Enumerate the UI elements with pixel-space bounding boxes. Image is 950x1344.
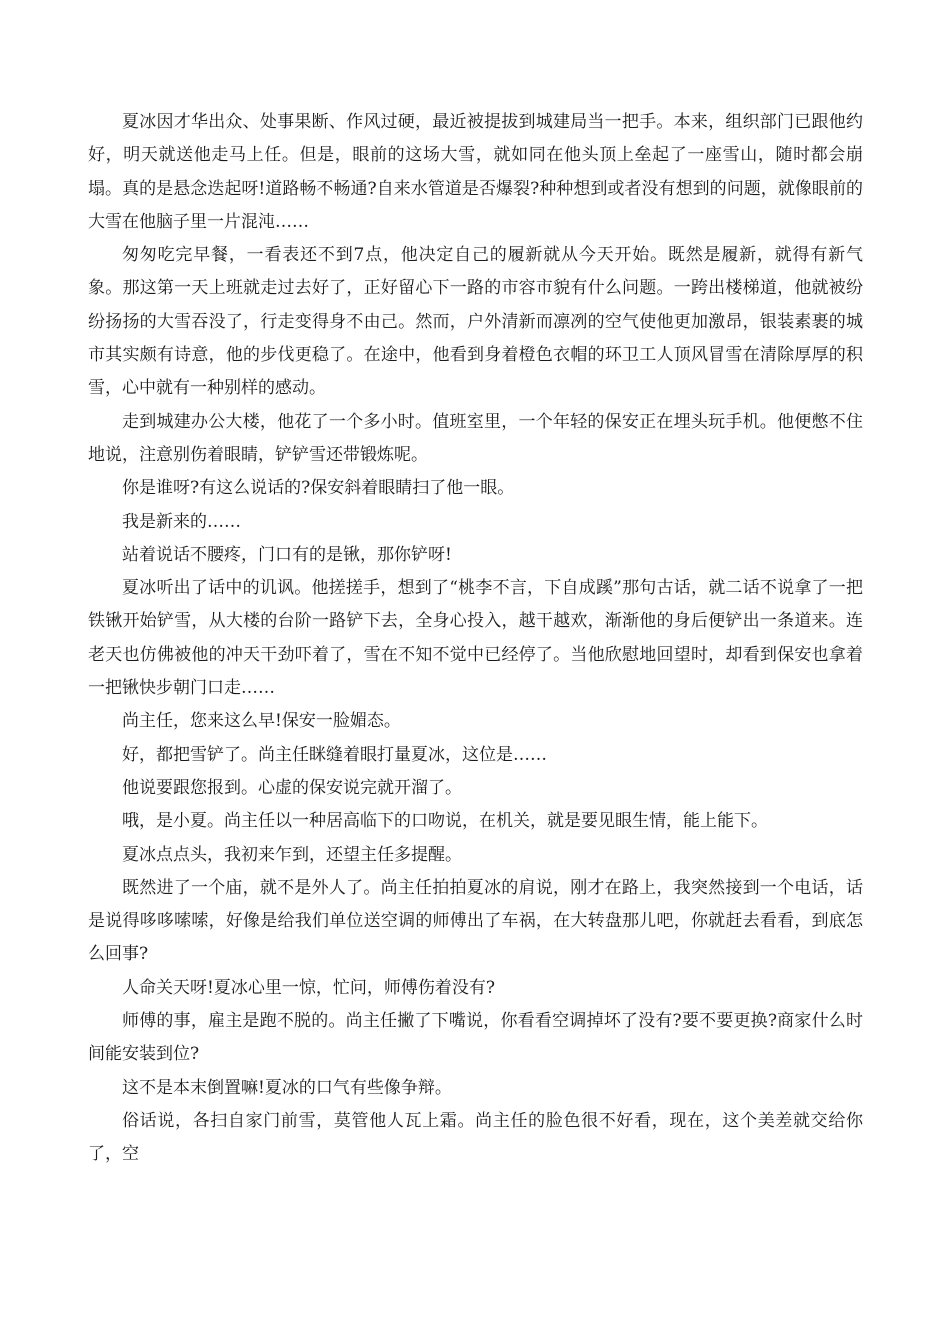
paragraph: 我是新来的…… [122, 511, 241, 532]
paragraph: 人命关天呀!夏冰心里一惊，忙问，师傅伤着没有? [122, 977, 495, 998]
paragraph: 尚主任，您来这么早!保安一脸媚态。 [122, 711, 401, 732]
paragraph: 你是谁呀?有这么说话的?保安斜着眼睛扫了他一眼。 [122, 478, 515, 499]
paragraph: 站着说话不腰疼，门口有的是锹，那你铲呀! [122, 544, 452, 565]
paragraph: 好，都把雪铲了。尚主任眯缝着眼打量夏冰，这位是…… [122, 744, 547, 765]
paragraph: 匆匆吃完早餐，一看表还不到7点，他决定自己的履新就从今天开始。既然是履新，就得有新气象。那这第一天上班就走过去好了，正好留心下一路的市容市貌有什么问题。一跨出楼梯道，他就被纷纷扬扬的大雪吞没了，行走变得身不由己。然而，户外清新而凛冽的空气使他更加激昂，银装素裹的城市其实颇有诗意，他的步伐更稳了。在途中，他看到身着橙色衣帽的环卫工人顶风冒雪在清除厚厚的积雪，心中就有一种别样的感动。 [88, 245, 863, 399]
paragraph: 师傅的事，雇主是跑不脱的。尚主任撇了下嘴说，你看看空调掉坏了没有?要不要更换?商家什么时间能安装到位? [88, 1011, 863, 1065]
paragraph: 哦，是小夏。尚主任以一种居高临下的口吻说，在机关，就是要见眼生情，能上能下。 [122, 811, 768, 832]
document-body [88, 106, 863, 1172]
paragraph: 夏冰点点头，我初来乍到，还望主任多提醒。 [122, 844, 462, 865]
paragraph: 既然进了一个庙，就不是外人了。尚主任拍拍夏冰的肩说，刚才在路上，我突然接到一个电话，话是说得哆哆嗦嗦，好像是给我们单位送空调的师傅出了车祸，在大转盘那儿吧，你就赶去看看，到底怎么回事? [88, 877, 863, 965]
paragraph: 夏冰听出了话中的讥讽。他搓搓手，想到了“桃李不言，下自成蹊”那句古话，就二话不说拿了一把铁锹开始铲雪，从大楼的台阶一路铲下去，全身心投入，越干越欢，渐渐他的身后便铲出一条道来。连老天也仿佛被他的冲天干劲吓着了，雪在不知不觉中已经停了。当他欣慰地回望时，却看到保安也拿着一把锹快步朝门口走…… [88, 578, 863, 699]
paragraph: 这不是本末倒置嘛!夏冰的口气有些像争辩。 [122, 1077, 452, 1098]
paragraph: 夏冰因才华出众、处事果断、作风过硬，最近被提拔到城建局当一把手。本来，组织部门已跟他约好，明天就送他走马上任。但是，眼前的这场大雪，就如同在他头顶上垒起了一座雪山，随时都会崩塌。真的是悬念迭起呀!道路畅不畅通?自来水管道是否爆裂?种种想到或者没有想到的问题，就像眼前的大雪在他脑子里一片混沌…… [88, 112, 863, 232]
paragraph: 俗话说，各扫自家门前雪，莫管他人瓦上霜。尚主任的脸色很不好看，现在，这个美差就交给你了，空 [88, 1110, 863, 1165]
paragraph: 他说要跟您报到。心虚的保安说完就开溜了。 [122, 777, 462, 798]
paragraph: 走到城建办公大楼，他花了一个多小时。值班室里，一个年轻的保安正在埋头玩手机。他便憋不住地说，注意别伤着眼睛，铲铲雪还带锻炼呢。 [88, 411, 863, 465]
